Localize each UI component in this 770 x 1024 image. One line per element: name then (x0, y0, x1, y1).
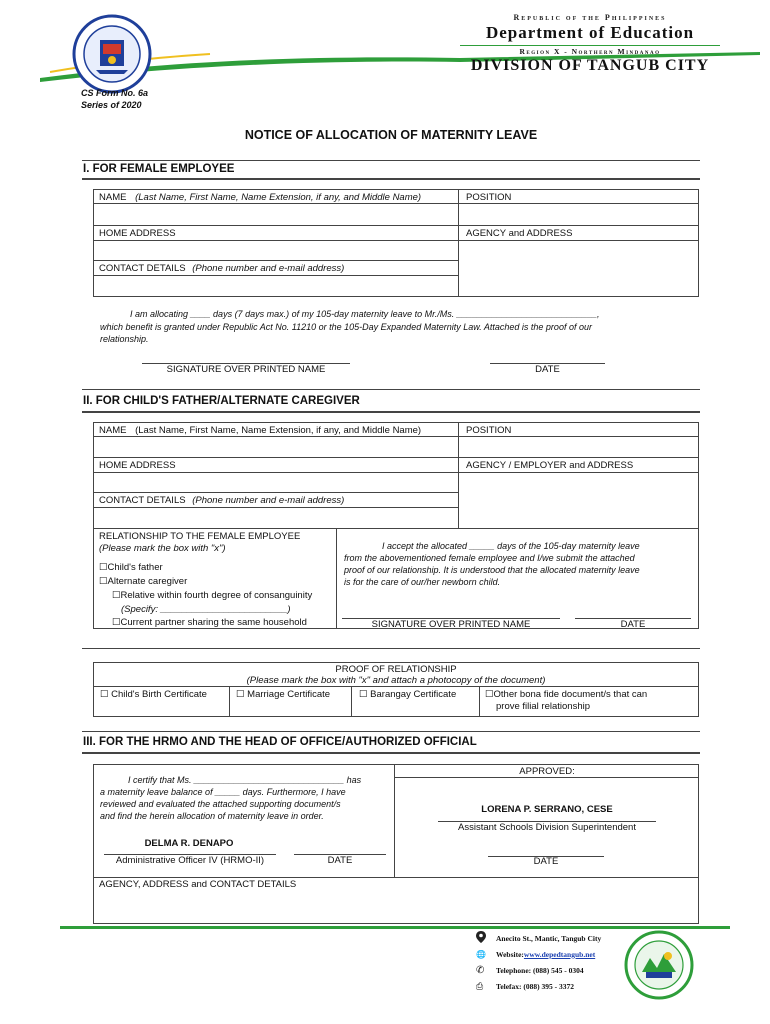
s1-statement-line2: which benefit is granted under Republic Act No. 11210 or the 105-Day Expanded Maternity Law. Attached is the proof of our (100, 321, 592, 332)
agency-contact-label: AGENCY, ADDRESS and CONTACT DETAILS (99, 879, 297, 890)
phone-icon: ✆ (476, 964, 485, 976)
accept-line2: from the abovementioned female employee and I/we submit the attached (344, 553, 635, 563)
s1-agency-label: AGENCY and ADDRESS (466, 228, 573, 239)
s2-agency-label: AGENCY / EMPLOYER and ADDRESS (466, 460, 634, 471)
deped-seal-logo (72, 14, 152, 94)
approver-date-label: DATE (533, 856, 559, 867)
footer-website-link[interactable]: www.depedtangub.net (523, 949, 596, 959)
form-series: Series of 2020 (81, 100, 142, 110)
hrmo-date-label: DATE (327, 855, 353, 866)
accept-line4: is for the care of our/her newborn child. (344, 577, 501, 587)
section1-rule (82, 160, 700, 161)
option-relative[interactable]: ☐Relative within fourth degree of consanguinity (112, 590, 313, 601)
section1-rule-bottom (82, 178, 700, 180)
region-line: Region X - Northern Mindanao (519, 47, 661, 56)
form-number: CS Form No. 6a (81, 88, 149, 98)
footer-telephone: Telephone: (088) 545 - 0304 (496, 965, 584, 975)
relationship-label: RELATIONSHIP TO THE FEMALE EMPLOYEE (99, 531, 301, 542)
section3-title: III. FOR THE HRMO AND THE HEAD OF OFFICE/AUTHORIZED OFFICIAL (83, 736, 477, 748)
form-title: NOTICE OF ALLOCATION OF MATERNITY LEAVE (244, 128, 538, 142)
section2-title: II. FOR CHILD'S FATHER/ALTERNATE CAREGIVER (83, 395, 360, 407)
s2-home-address-label: HOME ADDRESS (99, 460, 176, 471)
s2-date-label: DATE (620, 619, 646, 630)
s1-position-label: POSITION (466, 192, 512, 203)
option-alternate-caregiver[interactable]: ☐Alternate caregiver (99, 576, 188, 587)
s1-name-label: NAME (99, 192, 127, 203)
footer-green-line (60, 926, 730, 929)
certify-line2: a maternity leave balance of _____ days. Furthermore, I have (100, 787, 346, 797)
s2-contact-hint: (Phone number and e-mail address) (192, 495, 345, 506)
proof-barangay-certificate[interactable]: ☐ Barangay Certificate (359, 689, 457, 700)
hrmo-name: DELMA R. DENAPO (144, 838, 234, 849)
s2-name-label: NAME (99, 425, 127, 436)
footer-address: Anecito St., Mantic, Tangub City (496, 933, 602, 943)
globe-icon: 🌐 (476, 949, 486, 959)
proof-birth-certificate[interactable]: ☐ Child's Birth Certificate (100, 689, 207, 700)
s2-contact-label: CONTACT DETAILS (99, 495, 186, 506)
s2-position-label: POSITION (466, 425, 512, 436)
section1-title: I. FOR FEMALE EMPLOYEE (83, 163, 235, 175)
hrmo-title: Administrative Officer IV (HRMO-II) (115, 855, 265, 866)
proof-hint: (Please mark the box with "x" and attach a photocopy of the document) (246, 675, 546, 686)
approver-title: Assistant Schools Division Superintendent (458, 822, 636, 833)
department-name: Department of Education (485, 23, 695, 42)
location-pin-icon (476, 931, 492, 946)
proof-marriage-certificate[interactable]: ☐ Marriage Certificate (236, 689, 331, 700)
s1-statement-line3: relationship. (100, 334, 149, 344)
division-seal-logo (624, 930, 694, 1000)
section1-table (93, 189, 699, 297)
approved-label: APPROVED: (519, 766, 575, 777)
footer-telefax: Telefax: (088) 395 - 3372 (496, 981, 575, 991)
s1-signature-label: SIGNATURE OVER PRINTED NAME (166, 364, 326, 375)
footer-website-label: Website: (496, 949, 524, 959)
certify-line4: and find the herein allocation of maternity leave in order. (100, 811, 324, 821)
proof-other-document-cont: prove filial relationship (496, 701, 590, 712)
s1-name-hint: (Last Name, First Name, Name Extension, if any, and Middle Name) (135, 192, 422, 203)
approver-name: LORENA P. SERRANO, CESE (481, 804, 613, 815)
certify-line3: reviewed and evaluated the attached supporting document/s (100, 799, 341, 809)
proof-title: PROOF OF RELATIONSHIP (335, 664, 457, 675)
option-current-partner[interactable]: ☐Current partner sharing the same household (112, 617, 307, 628)
relationship-hint: (Please mark the box with "x") (99, 543, 226, 554)
proof-other-document[interactable]: ☐Other bona fide document/s that can (485, 689, 648, 700)
accept-line1: I accept the allocated _____ days of the 105-day maternity leave (382, 541, 640, 551)
option-childs-father[interactable]: ☐Child's father (99, 562, 163, 573)
fax-icon: ⎙ (476, 980, 484, 991)
division-name: DIVISION OF TANGUB CITY (470, 57, 710, 74)
s1-date-label: DATE (535, 364, 560, 375)
republic-line: Republic of the Philippines (513, 13, 667, 22)
s2-signature-label: SIGNATURE OVER PRINTED NAME (371, 619, 531, 630)
s2-name-hint: (Last Name, First Name, Name Extension, if any, and Middle Name) (135, 425, 422, 436)
option-relative-specify: (Specify: ________________________) (121, 604, 291, 615)
s1-home-address-label: HOME ADDRESS (99, 228, 176, 239)
s1-contact-label: CONTACT DETAILS (99, 263, 186, 274)
certify-line1: I certify that Ms. ______________________________ has (128, 775, 362, 785)
accept-line3: proof of our relationship. It is understood that the allocated maternity leave (344, 565, 640, 575)
s1-statement-line1: I am allocating ____ days (7 days max.) of my 105-day maternity leave to Mr./Ms. ____________________________, (130, 309, 600, 319)
s1-contact-hint: (Phone number and e-mail address) (192, 263, 345, 274)
